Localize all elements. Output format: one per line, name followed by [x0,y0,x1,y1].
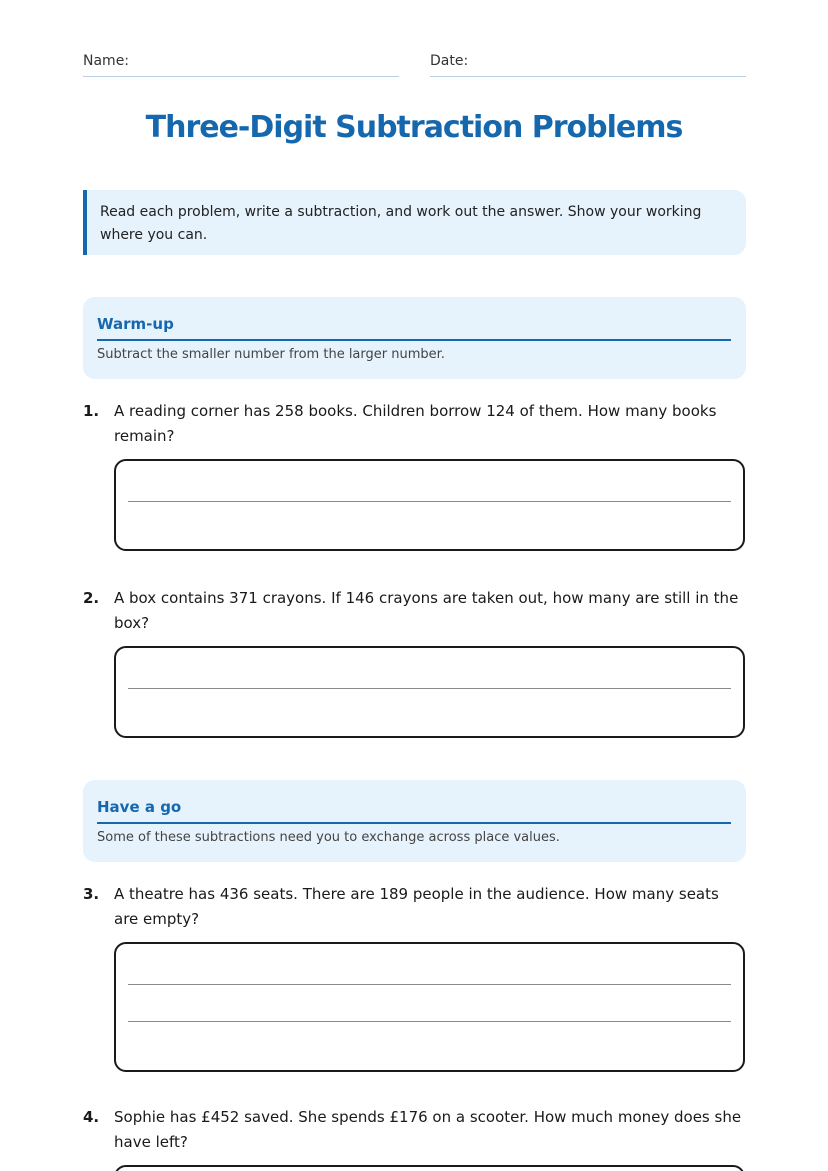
problem-text: A box contains 371 crayons. If 146 crayons are taken out, how many are still in the box? [114,589,739,632]
answer-box[interactable] [114,942,745,1072]
name-write-line [83,76,399,77]
problem-item [83,882,746,932]
answer-box[interactable] [114,459,745,551]
problem-text: A theatre has 436 seats. There are 189 people in the audience. How many seats are empty? [114,885,719,928]
answer-line [128,984,731,985]
name-label: Name: [83,53,130,69]
section-heading: Warm-up [97,311,731,341]
problem-number: 4. [83,1108,100,1126]
problem-item [83,586,746,636]
problem-number: 1. [83,402,100,420]
instructions-box: Read each problem, write a subtraction, and work out the answer. Show your working where you can. [83,190,746,255]
answer-box[interactable] [114,646,745,738]
problem-item [83,399,746,449]
problem-text: A reading corner has 258 books. Children borrow 124 of them. How many books remain? [114,402,717,445]
problem-item [83,1105,746,1155]
date-label: Date: [430,53,469,69]
section-heading: Have a go [97,794,731,824]
problem-text: Sophie has £452 saved. She spends £176 on a scooter. How much money does she have left? [114,1108,742,1151]
section-have-a-go [83,780,746,862]
name-field[interactable] [83,52,399,76]
answer-line [128,501,731,502]
answer-line [128,1021,731,1022]
problem-number: 3. [83,885,100,903]
section-subtitle: Some of these subtractions need you to exchange across place values. [97,830,560,845]
date-write-line [430,76,746,77]
page-title: Three-Digit Subtraction Problems [145,110,683,145]
date-field[interactable] [430,52,746,76]
section-subtitle: Subtract the smaller number from the larger number. [97,347,445,362]
answer-line [128,688,731,689]
section-warm-up [83,297,746,379]
problem-number: 2. [83,589,100,607]
answer-box[interactable] [114,1165,745,1171]
